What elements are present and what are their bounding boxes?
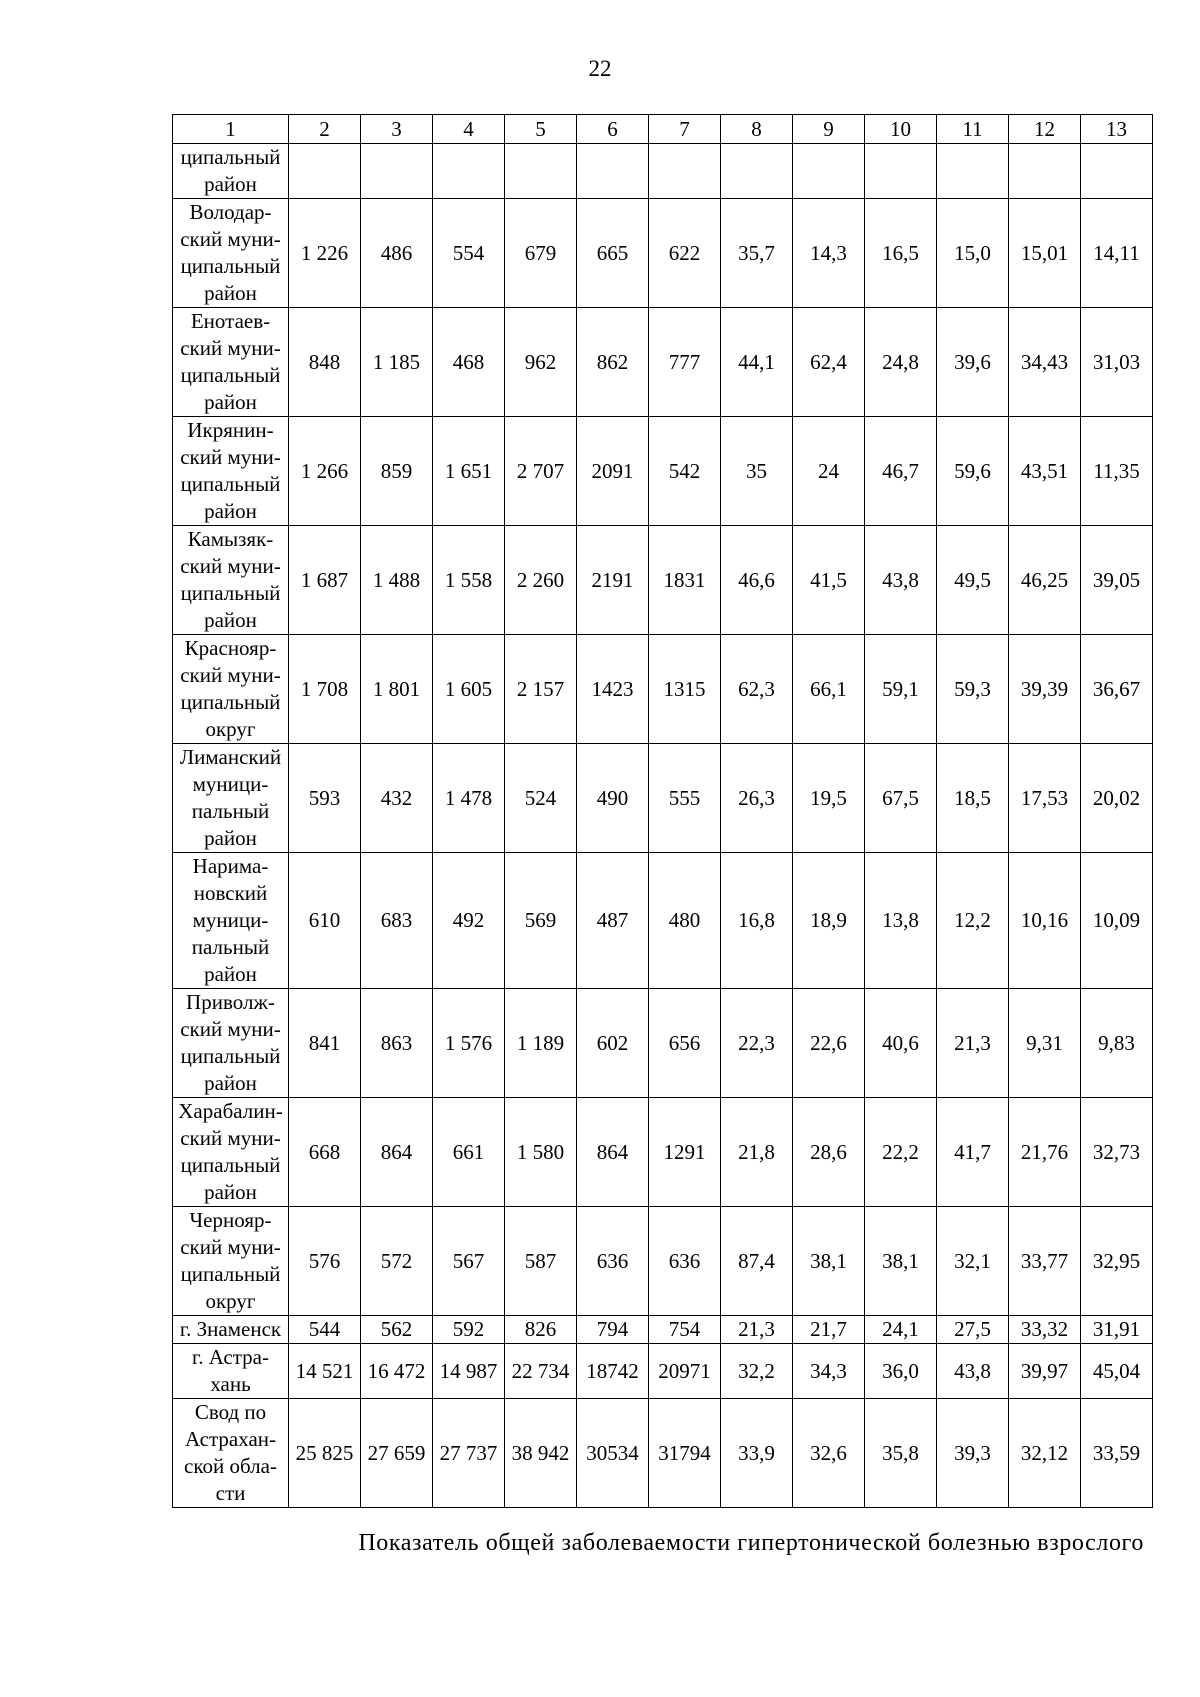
value-cell-col-9: 28,6 xyxy=(793,1098,865,1207)
value-cell-col-5: 679 xyxy=(505,199,577,308)
value-cell-col-8: 35,7 xyxy=(721,199,793,308)
value-cell-col-2 xyxy=(289,144,361,199)
value-cell-col-3: 432 xyxy=(361,744,433,853)
value-cell-col-7 xyxy=(649,144,721,199)
value-cell-col-4: 661 xyxy=(433,1098,505,1207)
table-row xyxy=(173,1098,1153,1207)
morbidity-table xyxy=(172,114,1153,1508)
column-header-10: 10 xyxy=(865,115,937,144)
value-cell-col-9: 66,1 xyxy=(793,635,865,744)
value-cell-col-4: 492 xyxy=(433,853,505,989)
value-cell-col-2: 841 xyxy=(289,989,361,1098)
column-header-1: 1 xyxy=(173,115,289,144)
value-cell-col-8: 16,8 xyxy=(721,853,793,989)
table-row xyxy=(173,417,1153,526)
value-cell-col-7: 20971 xyxy=(649,1344,721,1399)
value-cell-col-4: 468 xyxy=(433,308,505,417)
district-name-cell: Нарима- новский муници- пальный район xyxy=(173,853,289,989)
value-cell-col-13: 10,09 xyxy=(1081,853,1153,989)
value-cell-col-4 xyxy=(433,144,505,199)
value-cell-col-13: 14,11 xyxy=(1081,199,1153,308)
value-cell-col-2: 25 825 xyxy=(289,1399,361,1508)
value-cell-col-12: 43,51 xyxy=(1009,417,1081,526)
table-row xyxy=(173,199,1153,308)
value-cell-col-5: 2 707 xyxy=(505,417,577,526)
value-cell-col-6: 2191 xyxy=(577,526,649,635)
value-cell-col-13: 32,73 xyxy=(1081,1098,1153,1207)
value-cell-col-9: 62,4 xyxy=(793,308,865,417)
table-row xyxy=(173,308,1153,417)
value-cell-col-11: 49,5 xyxy=(937,526,1009,635)
value-cell-col-5: 1 189 xyxy=(505,989,577,1098)
column-header-2: 2 xyxy=(289,115,361,144)
value-cell-col-3: 27 659 xyxy=(361,1399,433,1508)
value-cell-col-6 xyxy=(577,144,649,199)
value-cell-col-12: 10,16 xyxy=(1009,853,1081,989)
table-row xyxy=(173,1207,1153,1316)
value-cell-col-8: 35 xyxy=(721,417,793,526)
value-cell-col-12: 32,12 xyxy=(1009,1399,1081,1508)
value-cell-col-6: 864 xyxy=(577,1098,649,1207)
value-cell-col-3: 1 488 xyxy=(361,526,433,635)
value-cell-col-6: 487 xyxy=(577,853,649,989)
value-cell-col-7: 555 xyxy=(649,744,721,853)
table-row xyxy=(173,1344,1153,1399)
value-cell-col-8: 26,3 xyxy=(721,744,793,853)
table-row xyxy=(173,744,1153,853)
value-cell-col-2: 668 xyxy=(289,1098,361,1207)
value-cell-col-6: 2091 xyxy=(577,417,649,526)
value-cell-col-4: 14 987 xyxy=(433,1344,505,1399)
value-cell-col-8: 62,3 xyxy=(721,635,793,744)
value-cell-col-13: 9,83 xyxy=(1081,989,1153,1098)
table-row xyxy=(173,989,1153,1098)
footer-text: Показатель общей заболеваемости гипертонической болезнью взрослого xyxy=(358,1530,1144,1556)
value-cell-col-5: 2 260 xyxy=(505,526,577,635)
value-cell-col-13 xyxy=(1081,144,1153,199)
value-cell-col-8: 32,2 xyxy=(721,1344,793,1399)
value-cell-col-4: 1 651 xyxy=(433,417,505,526)
value-cell-col-8: 87,4 xyxy=(721,1207,793,1316)
value-cell-col-4: 1 605 xyxy=(433,635,505,744)
value-cell-col-12: 9,31 xyxy=(1009,989,1081,1098)
value-cell-col-11: 59,3 xyxy=(937,635,1009,744)
column-header-11: 11 xyxy=(937,115,1009,144)
table-row xyxy=(173,635,1153,744)
value-cell-col-3: 683 xyxy=(361,853,433,989)
value-cell-col-13: 31,91 xyxy=(1081,1316,1153,1344)
value-cell-col-9 xyxy=(793,144,865,199)
value-cell-col-2: 544 xyxy=(289,1316,361,1344)
header-row xyxy=(173,115,1153,144)
value-cell-col-9: 18,9 xyxy=(793,853,865,989)
value-cell-col-7: 480 xyxy=(649,853,721,989)
value-cell-col-5 xyxy=(505,144,577,199)
table-body xyxy=(173,144,1153,1508)
value-cell-col-10: 24,1 xyxy=(865,1316,937,1344)
value-cell-col-9: 38,1 xyxy=(793,1207,865,1316)
value-cell-col-6: 636 xyxy=(577,1207,649,1316)
value-cell-col-5: 1 580 xyxy=(505,1098,577,1207)
value-cell-col-5: 38 942 xyxy=(505,1399,577,1508)
district-name-cell: Володар- ский муни- ципальный район xyxy=(173,199,289,308)
value-cell-col-7: 754 xyxy=(649,1316,721,1344)
value-cell-col-13: 36,67 xyxy=(1081,635,1153,744)
value-cell-col-10: 46,7 xyxy=(865,417,937,526)
value-cell-col-12 xyxy=(1009,144,1081,199)
value-cell-col-7: 636 xyxy=(649,1207,721,1316)
value-cell-col-6: 1423 xyxy=(577,635,649,744)
value-cell-col-9: 24 xyxy=(793,417,865,526)
value-cell-col-7: 31794 xyxy=(649,1399,721,1508)
value-cell-col-9: 41,5 xyxy=(793,526,865,635)
value-cell-col-12: 46,25 xyxy=(1009,526,1081,635)
value-cell-col-10: 38,1 xyxy=(865,1207,937,1316)
value-cell-col-4: 592 xyxy=(433,1316,505,1344)
value-cell-col-6: 602 xyxy=(577,989,649,1098)
district-name-cell: Краснояр- ский муни- ципальный округ xyxy=(173,635,289,744)
table-row xyxy=(173,1316,1153,1344)
value-cell-col-13: 11,35 xyxy=(1081,417,1153,526)
value-cell-col-12: 34,43 xyxy=(1009,308,1081,417)
value-cell-col-9: 22,6 xyxy=(793,989,865,1098)
district-name-cell: г. Астра- хань xyxy=(173,1344,289,1399)
value-cell-col-12: 33,32 xyxy=(1009,1316,1081,1344)
value-cell-col-12: 39,97 xyxy=(1009,1344,1081,1399)
value-cell-col-4: 554 xyxy=(433,199,505,308)
value-cell-col-10: 24,8 xyxy=(865,308,937,417)
column-header-7: 7 xyxy=(649,115,721,144)
value-cell-col-4: 1 478 xyxy=(433,744,505,853)
value-cell-col-9: 19,5 xyxy=(793,744,865,853)
value-cell-col-7: 777 xyxy=(649,308,721,417)
value-cell-col-2: 848 xyxy=(289,308,361,417)
value-cell-col-4: 1 558 xyxy=(433,526,505,635)
value-cell-col-9: 21,7 xyxy=(793,1316,865,1344)
value-cell-col-11: 12,2 xyxy=(937,853,1009,989)
value-cell-col-7: 1831 xyxy=(649,526,721,635)
value-cell-col-5: 587 xyxy=(505,1207,577,1316)
district-name-cell: Свод по Астрахан- ской обла- сти xyxy=(173,1399,289,1508)
value-cell-col-4: 1 576 xyxy=(433,989,505,1098)
column-header-9: 9 xyxy=(793,115,865,144)
district-name-cell: ципальный район xyxy=(173,144,289,199)
value-cell-col-10: 67,5 xyxy=(865,744,937,853)
value-cell-col-2: 1 687 xyxy=(289,526,361,635)
value-cell-col-2: 1 708 xyxy=(289,635,361,744)
value-cell-col-9: 32,6 xyxy=(793,1399,865,1508)
value-cell-col-2: 1 226 xyxy=(289,199,361,308)
value-cell-col-10: 59,1 xyxy=(865,635,937,744)
value-cell-col-2: 14 521 xyxy=(289,1344,361,1399)
table-row xyxy=(173,526,1153,635)
value-cell-col-8 xyxy=(721,144,793,199)
value-cell-col-9: 34,3 xyxy=(793,1344,865,1399)
value-cell-col-11: 27,5 xyxy=(937,1316,1009,1344)
value-cell-col-7: 542 xyxy=(649,417,721,526)
value-cell-col-11: 39,3 xyxy=(937,1399,1009,1508)
value-cell-col-3: 1 185 xyxy=(361,308,433,417)
value-cell-col-5: 22 734 xyxy=(505,1344,577,1399)
value-cell-col-3: 486 xyxy=(361,199,433,308)
value-cell-col-8: 33,9 xyxy=(721,1399,793,1508)
value-cell-col-11: 32,1 xyxy=(937,1207,1009,1316)
value-cell-col-2: 1 266 xyxy=(289,417,361,526)
district-name-cell: Лиманский муници- пальный район xyxy=(173,744,289,853)
value-cell-col-3: 859 xyxy=(361,417,433,526)
value-cell-col-11: 41,7 xyxy=(937,1098,1009,1207)
value-cell-col-4: 567 xyxy=(433,1207,505,1316)
value-cell-col-11: 21,3 xyxy=(937,989,1009,1098)
value-cell-col-10: 22,2 xyxy=(865,1098,937,1207)
district-name-cell: Чернояр- ский муни- ципальный округ xyxy=(173,1207,289,1316)
district-name-cell: Енотаев- ский муни- ципальный район xyxy=(173,308,289,417)
value-cell-col-5: 569 xyxy=(505,853,577,989)
value-cell-col-9: 14,3 xyxy=(793,199,865,308)
column-header-3: 3 xyxy=(361,115,433,144)
value-cell-col-3 xyxy=(361,144,433,199)
value-cell-col-13: 20,02 xyxy=(1081,744,1153,853)
value-cell-col-7: 1291 xyxy=(649,1098,721,1207)
value-cell-col-8: 21,3 xyxy=(721,1316,793,1344)
value-cell-col-3: 572 xyxy=(361,1207,433,1316)
value-cell-col-10: 13,8 xyxy=(865,853,937,989)
value-cell-col-8: 44,1 xyxy=(721,308,793,417)
district-name-cell: Икрянин- ский муни- ципальный район xyxy=(173,417,289,526)
value-cell-col-10: 36,0 xyxy=(865,1344,937,1399)
value-cell-col-11: 18,5 xyxy=(937,744,1009,853)
column-header-8: 8 xyxy=(721,115,793,144)
value-cell-col-6: 18742 xyxy=(577,1344,649,1399)
table-row xyxy=(173,1399,1153,1508)
value-cell-col-8: 22,3 xyxy=(721,989,793,1098)
column-header-13: 13 xyxy=(1081,115,1153,144)
value-cell-col-5: 962 xyxy=(505,308,577,417)
value-cell-col-10: 35,8 xyxy=(865,1399,937,1508)
value-cell-col-2: 593 xyxy=(289,744,361,853)
value-cell-col-12: 21,76 xyxy=(1009,1098,1081,1207)
value-cell-col-11: 59,6 xyxy=(937,417,1009,526)
value-cell-col-5: 826 xyxy=(505,1316,577,1344)
value-cell-col-7: 1315 xyxy=(649,635,721,744)
value-cell-col-3: 562 xyxy=(361,1316,433,1344)
value-cell-col-6: 490 xyxy=(577,744,649,853)
value-cell-col-13: 31,03 xyxy=(1081,308,1153,417)
value-cell-col-11: 39,6 xyxy=(937,308,1009,417)
column-header-12: 12 xyxy=(1009,115,1081,144)
table-row xyxy=(173,144,1153,199)
value-cell-col-5: 2 157 xyxy=(505,635,577,744)
district-name-cell: Камызяк- ский муни- ципальный район xyxy=(173,526,289,635)
value-cell-col-13: 39,05 xyxy=(1081,526,1153,635)
district-name-cell: Харабалин- ский муни- ципальный район xyxy=(173,1098,289,1207)
value-cell-col-6: 862 xyxy=(577,308,649,417)
value-cell-col-11 xyxy=(937,144,1009,199)
value-cell-col-13: 32,95 xyxy=(1081,1207,1153,1316)
value-cell-col-8: 46,6 xyxy=(721,526,793,635)
value-cell-col-6: 794 xyxy=(577,1316,649,1344)
district-name-cell: Приволж- ский муни- ципальный район xyxy=(173,989,289,1098)
value-cell-col-13: 45,04 xyxy=(1081,1344,1153,1399)
value-cell-col-2: 576 xyxy=(289,1207,361,1316)
value-cell-col-10: 16,5 xyxy=(865,199,937,308)
value-cell-col-10 xyxy=(865,144,937,199)
table-row xyxy=(173,853,1153,989)
value-cell-col-2: 610 xyxy=(289,853,361,989)
column-header-4: 4 xyxy=(433,115,505,144)
value-cell-col-5: 524 xyxy=(505,744,577,853)
value-cell-col-8: 21,8 xyxy=(721,1098,793,1207)
value-cell-col-7: 656 xyxy=(649,989,721,1098)
value-cell-col-13: 33,59 xyxy=(1081,1399,1153,1508)
value-cell-col-12: 17,53 xyxy=(1009,744,1081,853)
value-cell-col-7: 622 xyxy=(649,199,721,308)
value-cell-col-12: 33,77 xyxy=(1009,1207,1081,1316)
value-cell-col-3: 1 801 xyxy=(361,635,433,744)
column-header-6: 6 xyxy=(577,115,649,144)
value-cell-col-10: 40,6 xyxy=(865,989,937,1098)
value-cell-col-11: 43,8 xyxy=(937,1344,1009,1399)
value-cell-col-12: 15,01 xyxy=(1009,199,1081,308)
value-cell-col-12: 39,39 xyxy=(1009,635,1081,744)
value-cell-col-3: 863 xyxy=(361,989,433,1098)
value-cell-col-3: 16 472 xyxy=(361,1344,433,1399)
page-number: 22 xyxy=(588,56,612,81)
value-cell-col-3: 864 xyxy=(361,1098,433,1207)
column-header-5: 5 xyxy=(505,115,577,144)
district-name-cell: г. Знаменск xyxy=(173,1316,289,1344)
value-cell-col-6: 30534 xyxy=(577,1399,649,1508)
value-cell-col-10: 43,8 xyxy=(865,526,937,635)
value-cell-col-11: 15,0 xyxy=(937,199,1009,308)
value-cell-col-6: 665 xyxy=(577,199,649,308)
value-cell-col-4: 27 737 xyxy=(433,1399,505,1508)
